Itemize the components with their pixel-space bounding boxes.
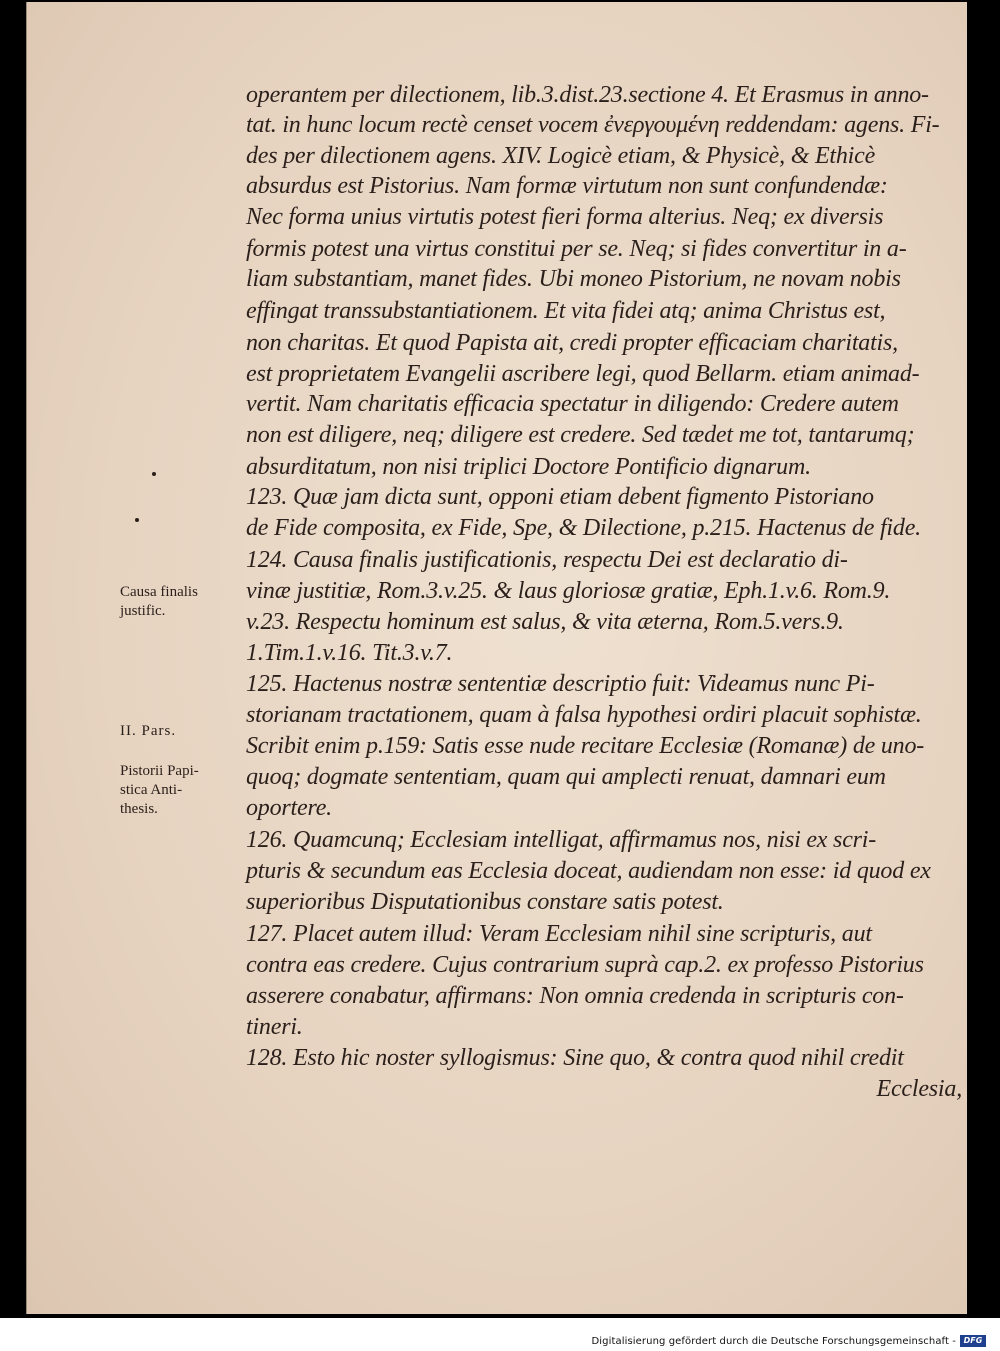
text-line: oportere. [246, 795, 332, 821]
catchword: Ecclesia, [876, 1076, 962, 1102]
text-line: superioribus Disputationibus constare satis potest. [246, 889, 724, 915]
margin-note-line: justific. [120, 603, 166, 619]
text-line: storianam tractationem, quam à falsa hypothesi ordiri placuit sophistæ. [246, 702, 922, 728]
text-line: formis potest una virtus constitui per se. Neq; si fides convertitur in a- [246, 236, 907, 262]
text-line: Nec forma unius virtutis potest fieri forma alterius. Neq; ex diversis [246, 204, 884, 230]
margin-note-line: thesis. [120, 801, 158, 817]
text-line: 126. Quamcunq; Ecclesiam intelligat, affirmamus nos, nisi ex scri- [246, 827, 877, 853]
text-line: contra eas credere. Cujus contrarium suprà cap.2. ex professo Pistorius [246, 952, 924, 978]
text-line: absurdus est Pistorius. Nam formæ virtutum non sunt confundendæ: [246, 173, 888, 199]
text-line: est proprietatem Evangelii ascribere legi, quod Bellarm. etiam animad- [246, 361, 920, 387]
text-line: v.23. Respectu hominum est salus, & vita æterna, Rom.5.vers.9. [246, 609, 844, 635]
text-line: liam substantiam, manet fides. Ubi moneo Pistorium, ne novam nobis [246, 266, 901, 292]
margin-note-line: II. Pars. [120, 723, 177, 739]
text-line: des per dilectionem agens. XIV. Logicè etiam, & Physicè, & Ethicè [246, 143, 876, 169]
text-line: 124. Causa finalis justificationis, respectu Dei est declaratio di- [246, 547, 848, 573]
funding-credit: Digitalisierung gefördert durch die Deutsche Forschungsgemeinschaft - [591, 1336, 956, 1347]
text-line: operantem per dilectionem, lib.3.dist.23.sectione 4. Et Erasmus in anno- [246, 82, 929, 108]
ink-spot [135, 518, 139, 522]
text-line: asserere conabatur, affirmans: Non omnia credenda in scripturis con- [246, 983, 904, 1009]
margin-note-pars [120, 722, 176, 741]
margin-note-line: Pistorii Papi- [120, 763, 199, 779]
text-line: absurditatum, non nisi triplici Doctore Pontificio dignarum. [246, 454, 811, 480]
text-line: Scribit enim p.159: Satis esse nude recitare Ecclesiæ (Romanæ) de uno- [246, 733, 925, 759]
margin-note-line: stica Anti- [120, 782, 183, 798]
text-line: quoq; dogmate sententiam, quam qui amplecti renuat, damnari eum [246, 764, 886, 790]
text-line: de Fide composita, ex Fide, Spe, & Dilectione, p.215. Hactenus de fide. [246, 515, 921, 541]
text-line: non est diligere, neq; diligere est credere. Sed tædet me tot, tantarumq; [246, 422, 915, 448]
text-line: vinæ justitiæ, Rom.3.v.25. & laus gloriosæ gratiæ, Eph.1.v.6. Rom.9. [246, 578, 891, 604]
text-line: 128. Esto hic noster syllogismus: Sine quo, & contra quod nihil credit [246, 1045, 904, 1071]
text-line: non charitas. Et quod Papista ait, credi propter efficaciam charitatis, [246, 330, 898, 356]
text-line: 1.Tim.1.v.16. Tit.3.v.7. [246, 640, 453, 666]
margin-note-line: Causa finalis [120, 584, 198, 600]
text-line: effingat transsubstantiationem. Et vita fidei atq; anima Christus est, [246, 298, 886, 324]
text-line: tineri. [246, 1014, 303, 1040]
text-line: tat. in hunc locum rectè censet vocem ἐνεργουμένη reddendam: agens. Fi- [246, 112, 940, 138]
margin-note-pistorii [120, 762, 199, 819]
dfg-logo: DFG [960, 1335, 986, 1347]
text-line: vertit. Nam charitatis efficacia spectatur in diligendo: Credere autem [246, 391, 899, 417]
text-line: 123. Quæ jam dicta sunt, opponi etiam debent figmento Pistoriano [246, 484, 874, 510]
text-line: pturis & secundum eas Ecclesia doceat, audiendam non esse: id quod ex [246, 858, 931, 884]
text-line: 127. Placet autem illud: Veram Ecclesiam nihil sine scripturis, aut [246, 921, 872, 947]
ink-spot [152, 472, 156, 476]
margin-note-causa [120, 583, 198, 621]
text-line: 125. Hactenus nostræ sententiæ descriptio fuit: Videamus nunc Pi- [246, 671, 875, 697]
